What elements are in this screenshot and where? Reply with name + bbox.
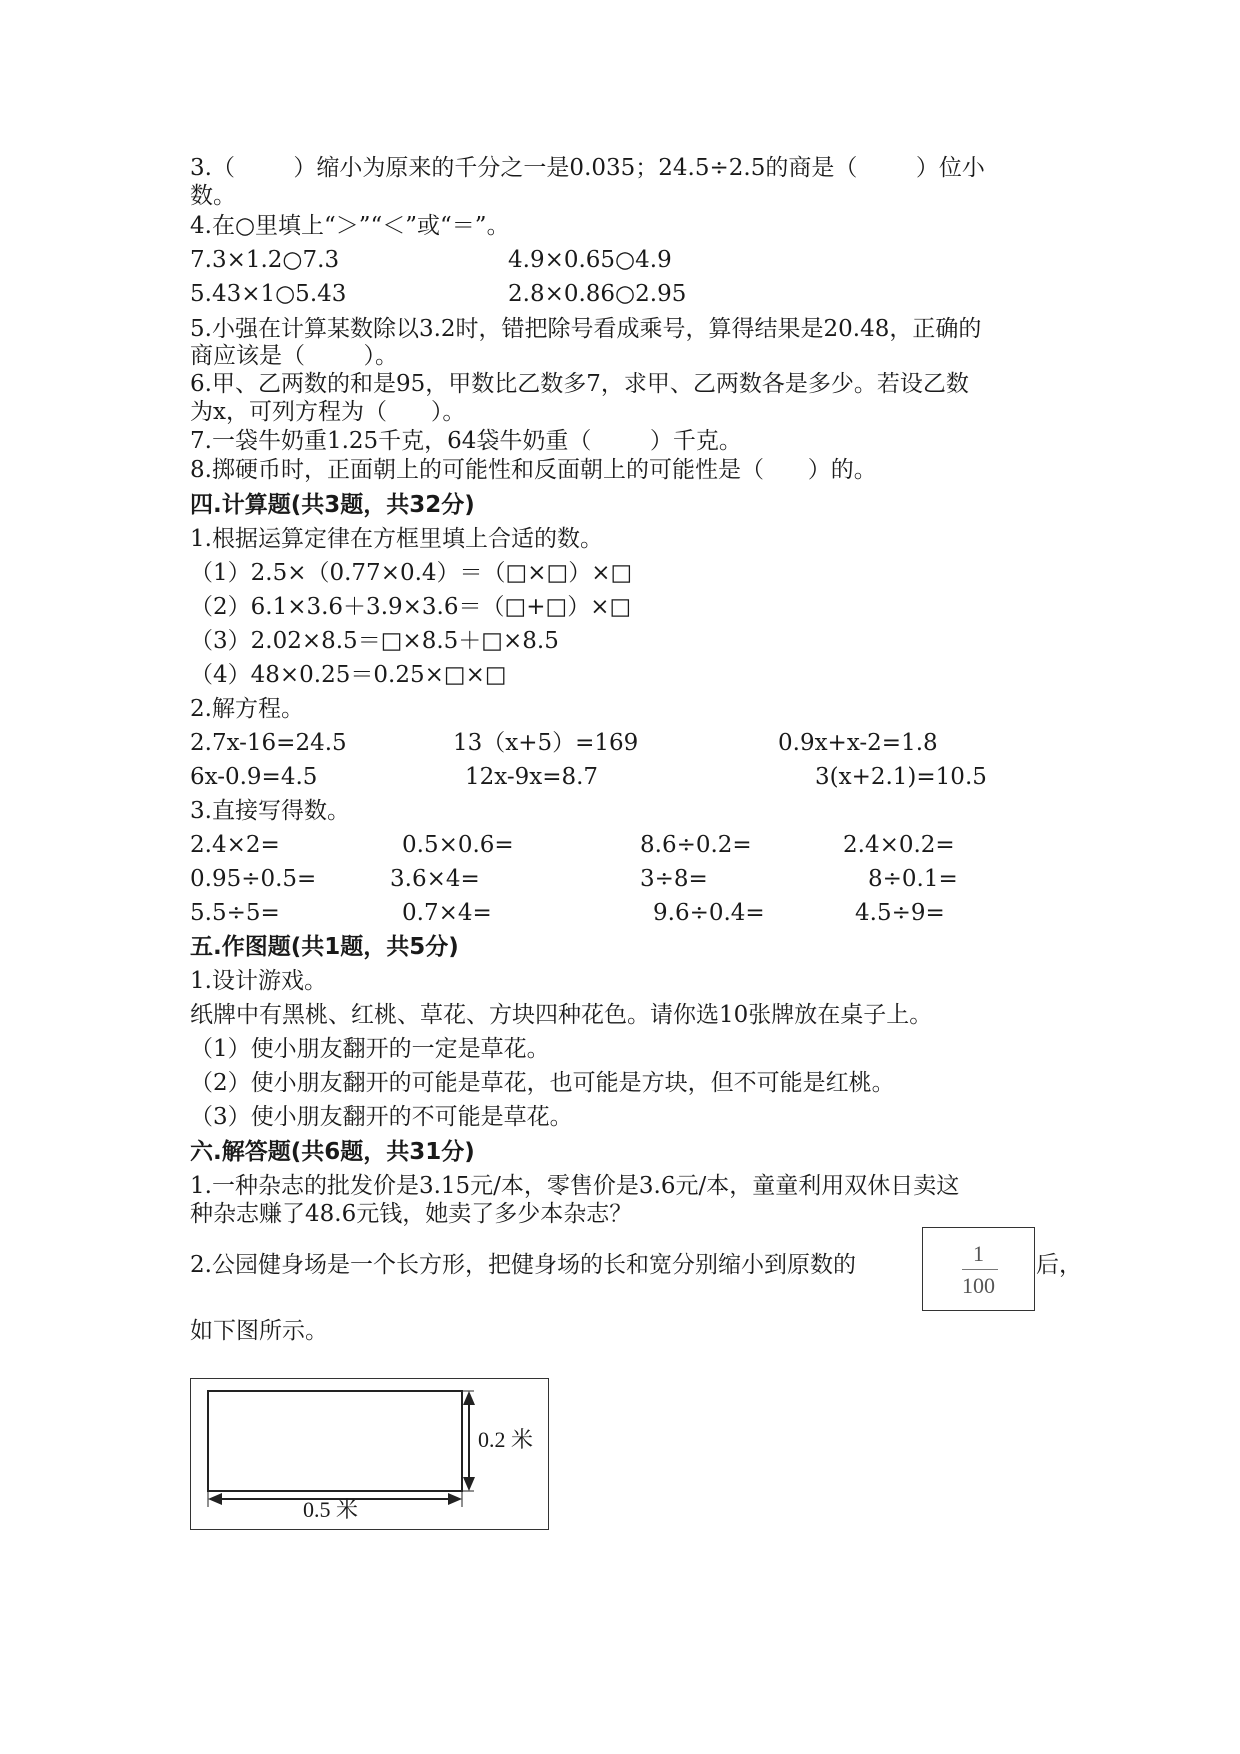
equation: 6x-0.9=4.5	[190, 764, 318, 790]
section5-heading: 五.作图题(共1题，共5分)	[190, 934, 459, 960]
s4-q1-item: （4）48×0.25＝0.25×□×□	[190, 662, 507, 688]
height-label: 0.2 米	[478, 1427, 534, 1452]
s5-q1-title: 1.设计游戏。	[190, 968, 327, 994]
q5-line2: 商应该是（ ）。	[190, 343, 398, 369]
oral-calc: 2.4×2=	[190, 832, 280, 858]
fraction-bar	[962, 1269, 998, 1270]
s6-q1-line1: 1.一种杂志的批发价是3.15元/本，零售价是3.6元/本，童童利用双休日卖这	[190, 1173, 960, 1199]
q4-item: 2.8×0.86○2.95	[508, 281, 687, 307]
equation: 0.9x+x-2=1.8	[778, 730, 938, 756]
s5-q1-item: （2）使小朋友翻开的可能是草花，也可能是方块，但不可能是红桃。	[190, 1070, 895, 1096]
equation: 12x-9x=8.7	[465, 764, 599, 790]
q4-item: 5.43×1○5.43	[190, 281, 347, 307]
s5-q1-desc: 纸牌中有黑桃、红桃、草花、方块四种花色。请你选10张牌放在桌子上。	[190, 1002, 933, 1028]
section6-heading: 六.解答题(共6题，共31分)	[190, 1139, 475, 1165]
oral-calc: 5.5÷5=	[190, 900, 280, 926]
q6-line1: 6.甲、乙两数的和是95，甲数比乙数多7，求甲、乙两数各是多少。若设乙数	[190, 371, 969, 397]
equation: 3(x+2.1)=10.5	[815, 764, 987, 790]
s4-q2-title: 2.解方程。	[190, 696, 304, 722]
s4-q1-title: 1.根据运算定律在方框里填上合适的数。	[190, 526, 603, 552]
oral-calc: 0.95÷0.5=	[190, 866, 317, 892]
height-arrow-head-bottom	[463, 1477, 475, 1491]
q8: 8.掷硬币时，正面朝上的可能性和反面朝上的可能性是（ ）的。	[190, 457, 877, 483]
oral-calc: 0.7×4=	[402, 900, 492, 926]
rectangle-shape	[208, 1391, 462, 1491]
q4-title: 4.在○里填上“＞”“＜”或“＝”。	[190, 213, 510, 239]
s6-q2-text: 2.公园健身场是一个长方形，把健身场的长和宽分别缩小到原数的	[190, 1252, 856, 1278]
fraction-image	[922, 1227, 1035, 1311]
height-arrow-head-top	[463, 1391, 475, 1405]
oral-calc: 2.4×0.2=	[843, 832, 955, 858]
s4-q1-item: （3）2.02×8.5＝□×8.5＋□×8.5	[190, 628, 559, 654]
width-label: 0.5 米	[303, 1497, 359, 1522]
oral-calc: 4.5÷9=	[855, 900, 945, 926]
fraction-denominator: 100	[962, 1273, 995, 1298]
q5-line1: 5.小强在计算某数除以3.2时，错把除号看成乘号，算得结果是20.48，正确的	[190, 316, 982, 342]
width-arrow-head-right	[448, 1493, 462, 1505]
equation: 13（x+5）=169	[453, 730, 639, 756]
s4-q1-item: （1）2.5×（0.77×0.4）＝（□×□）×□	[190, 560, 633, 586]
s4-q3-title: 3.直接写得数。	[190, 798, 350, 824]
oral-calc: 8÷0.1=	[868, 866, 958, 892]
s5-q1-item: （1）使小朋友翻开的一定是草花。	[190, 1036, 550, 1062]
q4-item: 7.3×1.2○7.3	[190, 247, 340, 273]
section4-heading: 四.计算题(共3题，共32分)	[190, 492, 475, 518]
q3-line2: 数。	[190, 183, 236, 209]
q7: 7.一袋牛奶重1.25千克，64袋牛奶重（ ）千克。	[190, 428, 742, 454]
oral-calc: 3.6×4=	[390, 866, 480, 892]
s4-q1-item: （2）6.1×3.6＋3.9×3.6＝（□+□）×□	[190, 594, 632, 620]
s6-q1-line2: 种杂志赚了48.6元钱，她卖了多少本杂志？	[190, 1201, 633, 1227]
oral-calc: 9.6÷0.4=	[653, 900, 765, 926]
oral-calc: 0.5×0.6=	[402, 832, 514, 858]
oral-calc: 8.6÷0.2=	[640, 832, 752, 858]
width-arrow-head-left	[208, 1493, 222, 1505]
oral-calc: 3÷8=	[640, 866, 708, 892]
s5-q1-item: （3）使小朋友翻开的不可能是草花。	[190, 1104, 573, 1130]
q3-line1: 3.（ ）缩小为原来的千分之一是0.035；24.5÷2.5的商是（ ）位小	[190, 155, 985, 181]
q4-item: 4.9×0.65○4.9	[508, 247, 672, 273]
s6-q2-line2: 如下图所示。	[190, 1318, 328, 1344]
q6-line2: 为x，可列方程为（ ）。	[190, 399, 466, 425]
equation: 2.7x-16=24.5	[190, 730, 347, 756]
rectangle-figure	[190, 1378, 549, 1530]
s6-q2-suffix: 后，	[1036, 1252, 1082, 1278]
fraction-numerator: 1	[973, 1241, 984, 1266]
